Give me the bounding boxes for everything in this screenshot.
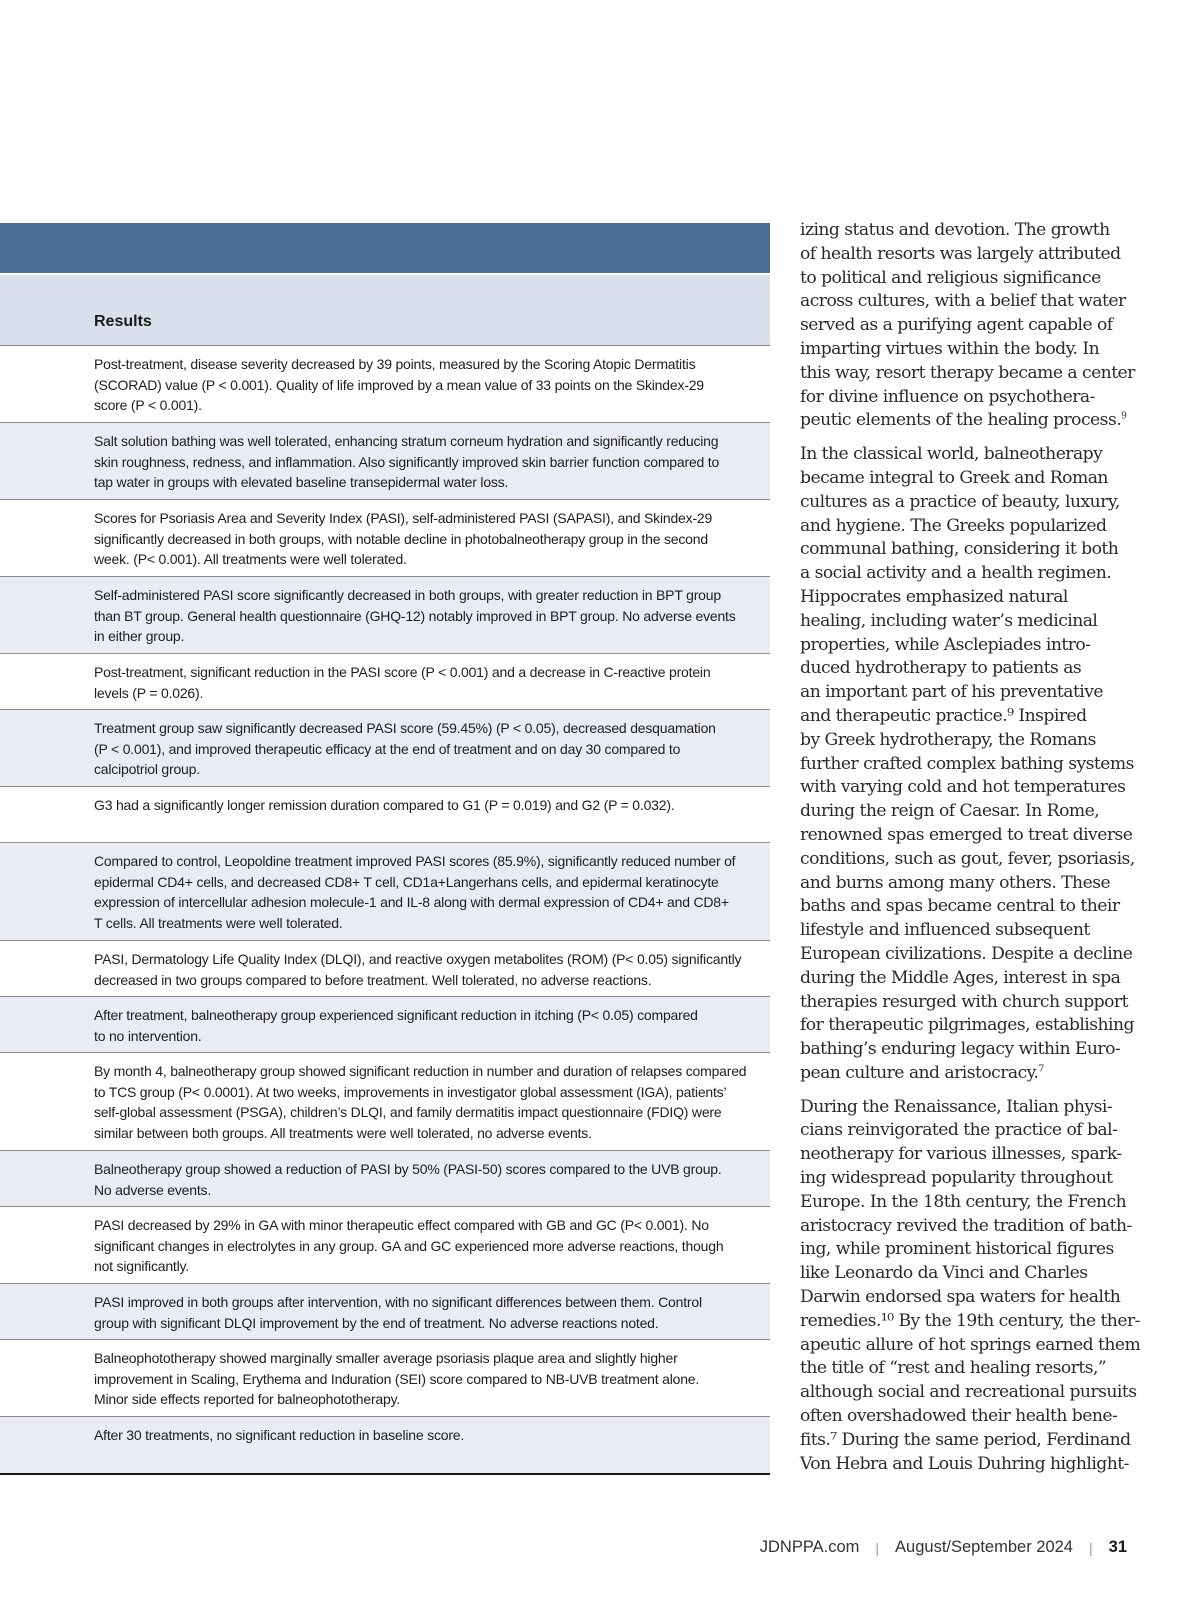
body-line-text: In the classical world, balneotherapy: [800, 444, 1103, 465]
body-line-text: for divine influence on psychothera-: [800, 386, 1095, 407]
body-text-line: [800, 1238, 1140, 1262]
row-text-line: (SCORAD) value (P < 0.001). Quality of life improved by a mean value of 33 points on the Skindex-29: [94, 376, 704, 393]
row-text-line: group with significant DLQI improvement by the end of treatment. No adverse reactions noted.: [94, 1314, 659, 1331]
row-text-line: No adverse events.: [94, 1181, 212, 1198]
body-line-text: fits.⁷ During the same period, Ferdinand: [800, 1429, 1131, 1450]
footer-site: JDNPPA.com: [759, 1538, 860, 1556]
body-line-text: like Leonardo da Vinci and Charles: [800, 1263, 1088, 1284]
body-text-line: [800, 409, 1140, 433]
body-line-text: during the reign of Caesar. In Rome,: [800, 801, 1100, 822]
body-line-text: cians reinvigorated the practice of bal-: [800, 1120, 1118, 1141]
table-row: [0, 787, 770, 843]
body-line-text: and hygiene. The Greeks popularized: [800, 515, 1107, 536]
body-text-line: [800, 491, 1140, 515]
row-text-line: After treatment, balneotherapy group experienced significant reduction in itching (P< 0.05) compared: [94, 1007, 698, 1023]
body-line-text: pean culture and aristocracy.: [800, 1062, 1039, 1083]
table-row: [0, 1340, 770, 1417]
row-text-line: improvement in Scaling, Erythema and Induration (SEI) score compared to NB-UVB treatment alone.: [94, 1370, 700, 1387]
body-line-text: communal bathing, considering it both: [800, 539, 1119, 560]
body-line-text: apeutic allure of hot springs earned them: [800, 1334, 1141, 1355]
body-text-line: [800, 776, 1140, 800]
row-text-line: similar between both groups. All treatments were well tolerated, no adverse events.: [94, 1124, 592, 1141]
body-line-text: a social activity and a health regimen.: [800, 563, 1112, 584]
body-paragraph: [800, 219, 1140, 433]
body-text-line: [800, 753, 1140, 777]
body-text-line: [800, 314, 1140, 338]
body-line-text: became integral to Greek and Roman: [800, 467, 1108, 488]
body-paragraph: [800, 1096, 1140, 1477]
body-line-text: during the Middle Ages, interest in spa: [800, 967, 1121, 988]
row-text-line: After 30 treatments, no significant reduction in baseline score.: [94, 1427, 465, 1443]
footer-separator: |: [875, 1539, 880, 1556]
table-row: [0, 1417, 770, 1475]
results-table: [0, 223, 770, 1475]
table-header-band: [0, 223, 770, 275]
body-line-text: ing widespread popularity throughout: [800, 1168, 1113, 1189]
body-text-line: [800, 1286, 1140, 1310]
body-line-text: baths and spas became central to their: [800, 896, 1120, 917]
body-text-line: [800, 895, 1140, 919]
body-text-line: [800, 991, 1140, 1015]
row-text-line: skin roughness, redness, and inflammation. Also significantly improved skin barrier function compared to: [94, 453, 720, 470]
body-text-line: [800, 1096, 1140, 1120]
body-line-text: for therapeutic pilgrimages, establishing: [800, 1015, 1134, 1036]
body-line-text: this way, resort therapy became a center: [800, 362, 1135, 383]
body-text-line: [800, 586, 1140, 610]
body-text-line: [800, 705, 1140, 729]
table-row: [0, 654, 770, 710]
body-line-text: therapies resurged with church support: [800, 991, 1128, 1012]
row-text-line: Minor side effects reported for balneophototherapy.: [94, 1391, 401, 1408]
body-line-text: conditions, such as gout, fever, psoriasis,: [800, 848, 1135, 869]
row-text-line: By month 4, balneotherapy group showed significant reduction in number and duration of relapses compared: [94, 1063, 747, 1079]
table-row: [0, 500, 770, 577]
table-row: [0, 1151, 770, 1207]
body-line-text: across cultures, with a belief that water: [800, 291, 1126, 312]
body-line-text: Von Hebra and Louis Duhring highlight-: [800, 1453, 1129, 1474]
body-text-line: [800, 1334, 1140, 1358]
citation-superscript: 7: [1038, 1064, 1044, 1075]
body-line-text: aristocracy revived the tradition of bath-: [800, 1215, 1132, 1236]
row-text-line: significantly decreased in both groups, with notable decline in photobalneotherapy group in the second: [94, 530, 708, 547]
body-text-line: [800, 967, 1140, 991]
row-text-line: to TCS group (P< 0.0001). At two weeks, improvements in investigator global assessment (IGA), patients’: [94, 1083, 727, 1100]
row-text-line: levels (P = 0.026).: [94, 684, 204, 701]
body-line-text: served as a purifying agent capable of: [800, 315, 1113, 336]
body-text-line: [800, 1191, 1140, 1215]
body-text-line: [800, 610, 1140, 634]
row-text-line: to no intervention.: [94, 1027, 202, 1044]
body-text-line: [800, 1014, 1140, 1038]
body-line-text: Europe. In the 18th century, the French: [800, 1191, 1127, 1212]
body-text-line: [800, 538, 1140, 562]
body-text-line: [800, 848, 1140, 872]
body-line-text: with varying cold and hot temperatures: [800, 777, 1126, 798]
body-text-line: [800, 1119, 1140, 1143]
body-line-text: ing, while prominent historical figures: [800, 1239, 1114, 1260]
body-line-text: imparting virtues within the body. In: [800, 338, 1100, 359]
table-row: [0, 710, 770, 787]
citation-superscript: 9: [1121, 411, 1127, 422]
body-text-line: [800, 562, 1140, 586]
body-line-text: further crafted complex bathing systems: [800, 753, 1134, 774]
body-text-line: [800, 824, 1140, 848]
body-line-text: the title of “rest and healing resorts,”: [800, 1358, 1107, 1379]
body-line-text: peutic elements of the healing process.: [800, 410, 1122, 431]
body-line-text: healing, including water’s medicinal: [800, 610, 1098, 631]
table-row: [0, 997, 770, 1053]
results-header-label: Results: [94, 313, 152, 330]
body-line-text: neotherapy for various illnesses, spark-: [800, 1144, 1122, 1165]
body-text-line: [800, 1405, 1140, 1429]
body-line-text: remedies.¹⁰ By the 19th century, the ther-: [800, 1310, 1140, 1331]
page-number: 31: [1108, 1538, 1127, 1556]
table-row: [0, 941, 770, 997]
row-text-line: calcipotriol group.: [94, 761, 200, 778]
body-text-line: [800, 219, 1140, 243]
body-line-text: bathing’s enduring legacy within Euro-: [800, 1039, 1121, 1060]
body-line-text: lifestyle and influenced subsequent: [800, 920, 1090, 941]
row-text-line: epidermal CD4+ cells, and decreased CD8+ T cell, CD1a+Langerhans cells, and epidermal keratinocyte: [94, 873, 719, 890]
body-text-line: [800, 634, 1140, 658]
body-line-text: duced hydrotherapy to patients as: [800, 658, 1082, 679]
body-line-text: Hippocrates emphasized natural: [800, 586, 1068, 607]
body-paragraph: [800, 443, 1140, 1086]
body-text-line: [800, 1215, 1140, 1239]
body-text-line: [800, 515, 1140, 539]
body-text-line: [800, 681, 1140, 705]
article-body-column: [800, 219, 1140, 1486]
table-row: [0, 1284, 770, 1340]
body-text-line: [800, 386, 1140, 410]
body-text-line: [800, 729, 1140, 753]
row-text-line: significant changes in electrolytes in any group. GA and GC experienced more adverse reactions, though: [94, 1237, 724, 1254]
row-text-line: Compared to control, Leopoldine treatment improved PASI scores (85.9%), significantly reduced number of: [94, 853, 736, 869]
body-text-line: [800, 1429, 1140, 1453]
body-text-line: [800, 1381, 1140, 1405]
row-text-line: (P < 0.001), and improved therapeutic efficacy at the end of treatment and on day 30 compared to: [94, 740, 681, 757]
body-line-text: and burns among many others. These: [800, 872, 1111, 893]
row-text-line: Balneotherapy group showed a reduction of PASI by 50% (PASI-50) scores compared to the UVB group.: [94, 1161, 722, 1177]
row-text-line: T cells. All treatments were well tolerated.: [94, 914, 343, 931]
table-body: [0, 346, 770, 1475]
body-text-line: [800, 1453, 1140, 1477]
row-text-line: Scores for Psoriasis Area and Severity Index (PASI), self-administered PASI (SAPASI), and Skindex-29: [94, 510, 713, 526]
body-text-line: [800, 362, 1140, 386]
row-text-line: week. (P< 0.001). All treatments were well tolerated.: [94, 551, 407, 568]
row-text-line: Self-administered PASI score significantly decreased in both groups, with greater reduction in BPT group: [94, 587, 721, 603]
row-text-line: in either group.: [94, 628, 185, 645]
body-text-line: [800, 1167, 1140, 1191]
body-text-line: [800, 467, 1140, 491]
row-text-line: self-global assessment (PSGA), children’s DLQI, and family dermatitis impact questionnaire (FDIQ) were: [94, 1104, 722, 1121]
body-line-text: often overshadowed their health bene-: [800, 1406, 1118, 1427]
row-text-line: Post-treatment, significant reduction in the PASI score (P < 0.001) and a decrease in C-reactive protein: [94, 664, 711, 680]
row-text-line: not significantly.: [94, 1258, 189, 1275]
body-text-line: [800, 800, 1140, 824]
body-text-line: [800, 872, 1140, 896]
body-text-line: [800, 290, 1140, 314]
body-text-line: [800, 919, 1140, 943]
row-text-line: Salt solution bathing was well tolerated, enhancing stratum corneum hydration and significantly reducing: [94, 433, 719, 449]
table-row: [0, 577, 770, 654]
footer-separator: |: [1089, 1539, 1093, 1556]
body-text-line: [800, 338, 1140, 362]
table-row: [0, 346, 770, 423]
body-line-text: properties, while Asclepiades intro-: [800, 634, 1091, 655]
row-text-line: Balneophototherapy showed marginally smaller average psoriasis plaque area and slightly higher: [94, 1350, 678, 1366]
body-line-text: During the Renaissance, Italian physi-: [800, 1096, 1113, 1117]
body-line-text: and therapeutic practice.⁹ Inspired: [800, 705, 1087, 726]
body-line-text: of health resorts was largely attributed: [800, 243, 1121, 264]
table-row: [0, 843, 770, 941]
row-text-line: tap water in groups with elevated baseline transepidermal water loss.: [94, 474, 509, 491]
body-line-text: to political and religious significance: [800, 267, 1101, 288]
body-line-text: Darwin endorsed spa waters for health: [800, 1287, 1121, 1308]
row-text-line: decreased in two groups compared to before treatment. Well tolerated, no adverse reactions.: [94, 971, 652, 988]
row-text-line: PASI improved in both groups after intervention, with no significant differences between them. Control: [94, 1294, 702, 1310]
body-text-line: [800, 1357, 1140, 1381]
row-text-line: than BT group. General health questionnaire (GHQ-12) notably improved in BPT group. No adverse events: [94, 607, 736, 624]
table-row: [0, 1053, 770, 1151]
body-text-line: [800, 943, 1140, 967]
body-text-line: [800, 267, 1140, 291]
results-column-header: [0, 275, 770, 346]
body-line-text: an important part of his preventative: [800, 682, 1104, 703]
body-text-line: [800, 1062, 1140, 1086]
body-line-text: cultures as a practice of beauty, luxury,: [800, 491, 1120, 512]
body-text-line: [800, 1310, 1140, 1334]
body-text-line: [800, 657, 1140, 681]
body-text-line: [800, 1038, 1140, 1062]
page-footer: [760, 1538, 1127, 1557]
body-text-line: [800, 243, 1140, 267]
body-line-text: although social and recreational pursuits: [800, 1382, 1137, 1403]
row-text-line: G3 had a significantly longer remission duration compared to G1 (P = 0.019) and G2 (P = 0.032).: [94, 797, 675, 813]
body-line-text: izing status and devotion. The growth: [800, 220, 1110, 240]
row-text-line: Post-treatment, disease severity decreased by 39 points, measured by the Scoring Atopic Dermatitis: [94, 356, 696, 372]
body-line-text: European civilizations. Despite a decline: [800, 943, 1133, 964]
footer-issue: August/September 2024: [895, 1538, 1073, 1556]
row-text-line: PASI, Dermatology Life Quality Index (DLQI), and reactive oxygen metabolites (ROM) (P< 0.05) significantly: [94, 951, 742, 967]
body-text-line: [800, 443, 1140, 467]
body-text-line: [800, 1262, 1140, 1286]
row-text-line: PASI decreased by 29% in GA with minor therapeutic effect compared with GB and GC (P< 0.001). No: [94, 1217, 709, 1233]
row-text-line: Treatment group saw significantly decreased PASI score (59.45%) (P < 0.05), decreased desquamation: [94, 720, 716, 736]
body-line-text: by Greek hydrotherapy, the Romans: [800, 729, 1096, 750]
row-text-line: expression of intercellular adhesion molecule-1 and IL-8 along with dermal expression of CD4+ and CD8+: [94, 894, 729, 911]
body-line-text: renowned spas emerged to treat diverse: [800, 824, 1133, 845]
table-row: [0, 1207, 770, 1284]
body-text-line: [800, 1143, 1140, 1167]
table-row: [0, 423, 770, 500]
row-text-line: score (P < 0.001).: [94, 397, 202, 414]
